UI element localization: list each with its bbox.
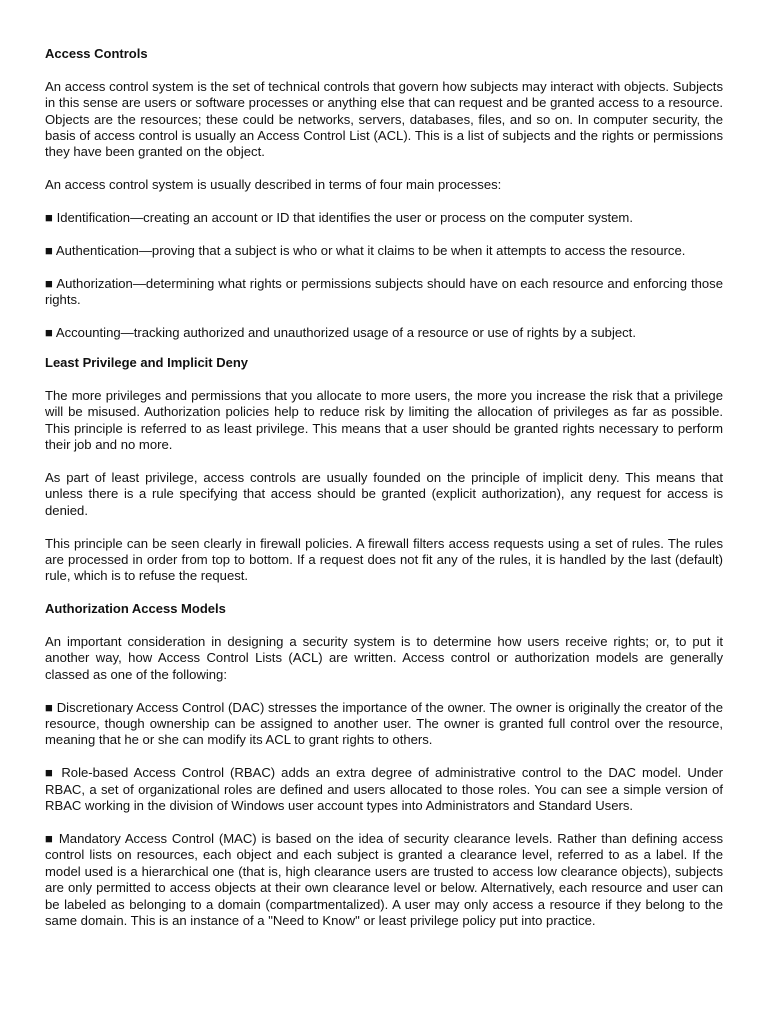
paragraph: As part of least privilege, access controls are usually founded on the principle of implicit deny. This means that unless there is a rule specifying that access should be granted (explicit authorization), any request for access is denied. xyxy=(45,470,723,518)
paragraph: An access control system is the set of technical controls that govern how subjects may interact with objects. Subjects in this sense are users or software processes or anything else that can request and be granted access to a resource. Objects are the resources; these could be networks, servers, databases, files, and so on. In computer security, the basis of access control is usually an Access Control List (ACL). This is a list of subjects and the rights or permissions they have been granted on the object. xyxy=(45,78,723,160)
paragraph: This principle can be seen clearly in firewall policies. A firewall filters access requests using a set of rules. The rules are processed in order from top to bottom. If a request does not fit any of the rules, it is handled by the last (default) rule, which is to refuse the request. xyxy=(45,535,723,584)
bullet-square-icon: ■ xyxy=(45,275,54,291)
bullet-text: Accounting—tracking authorized and unauthorized usage of a resource or use of rights by a subject. xyxy=(55,324,636,340)
heading-access-controls: Access Controls xyxy=(45,46,148,61)
bullet-square-icon: ■ xyxy=(45,830,55,846)
bullet-item xyxy=(45,325,723,341)
bullet-square-icon: ■ xyxy=(45,210,53,226)
bullet-item xyxy=(45,276,723,309)
bullet-text: Mandatory Access Control (MAC) is based on the idea of security clearance levels. Rather than defining access control lists on resources, each object and each subject is granted a clearance level, referred to as a label. If the model used is a hierarchical one (that is, high clearance users are trusted to access low clearance objects), subjects are only permitted to access objects at their own clearance level or below. Alternatively, each resource and user can be labeled as belonging to a domain (compartmentalized). A user may only access a resource if they belong to the same domain. This is an instance of a "Need to Know" or least privilege policy put into practice. xyxy=(45,830,723,928)
bullet-item xyxy=(45,243,723,259)
bullet-item xyxy=(45,700,723,749)
bullet-item xyxy=(45,765,723,814)
heading-least-privilege: Least Privilege and Implicit Deny xyxy=(45,355,249,371)
bullet-square-icon: ■ xyxy=(45,324,53,340)
bullet-square-icon: ■ xyxy=(45,242,53,258)
document-page xyxy=(45,46,723,929)
bullet-square-icon: ■ xyxy=(45,699,53,715)
bullet-item xyxy=(45,831,723,929)
paragraph: An important consideration in designing a security system is to determine how users receive rights; or, to put it another way, how Access Control Lists (ACL) are written. Access control or authorization models are generally classed as one of the following: xyxy=(45,634,723,682)
heading-authorization-access-models: Authorization Access Models xyxy=(45,601,226,617)
bullet-text: Role-based Access Control (RBAC) adds an extra degree of administrative control to the DAC model. Under RBAC, a set of organizational roles are defined and users allocated to those roles. You can see a simple version of RBAC working in the division of Windows user account types into Administrators and Standard Users. xyxy=(45,765,723,814)
bullet-text: Identification—creating an account or ID that identifies the user or process on the computer system. xyxy=(56,210,633,226)
paragraph: An access control system is usually described in terms of four main processes: xyxy=(45,177,502,193)
paragraph: The more privileges and permissions that you allocate to more users, the more you increase the risk that a privilege will be misused. Authorization policies help to reduce risk by limiting the allocation of privileges as far as possible. This principle is referred to as least privilege. This means that a user should be granted rights necessary to perform their job and no more. xyxy=(45,388,723,453)
bullet-square-icon: ■ xyxy=(45,765,56,781)
bullet-text: Authorization—determining what rights or permissions subjects should have on each resource and enforcing those rights. xyxy=(45,275,723,308)
bullet-text: Discretionary Access Control (DAC) stresses the importance of the owner. The owner is originally the creator of the resource, though ownership can be assigned to another user. The owner is granted full control over the resource, meaning that he or she can modify its ACL to grant rights to others. xyxy=(45,699,723,748)
bullet-text: Authentication—proving that a subject is who or what it claims to be when it attempts to access the resource. xyxy=(55,242,686,258)
bullet-item xyxy=(45,210,723,226)
